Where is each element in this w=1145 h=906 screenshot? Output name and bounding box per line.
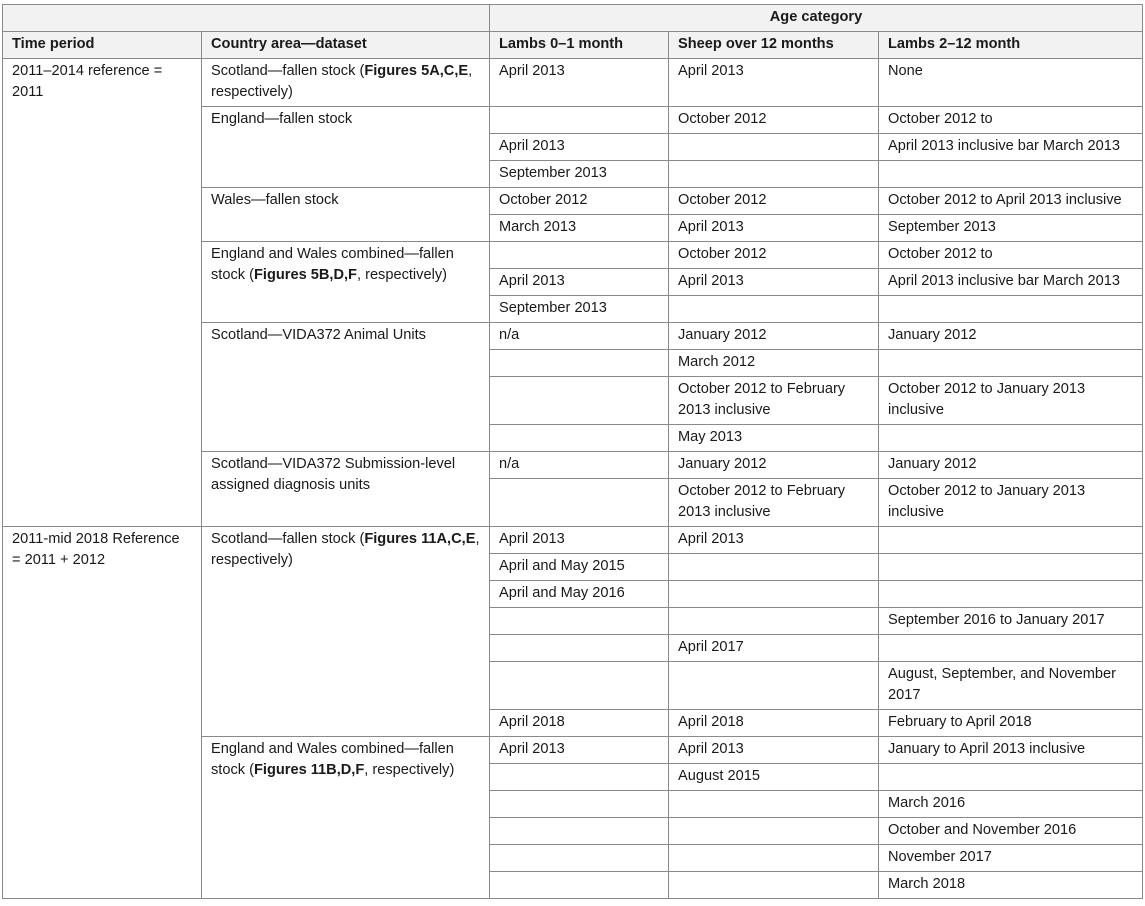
sheep-over-12-cell [669,134,879,161]
age-category-header: Age category [490,5,1143,32]
sheep-over-12-cell [669,872,879,899]
group-header-row [3,5,1143,32]
sheep-over-12-cell [669,296,879,323]
lambs-2-12-cell: March 2016 [879,791,1143,818]
lambs-0-1-cell: n/a [490,323,669,350]
table-row [3,59,1143,107]
lambs-0-1-cell: April 2013 [490,134,669,161]
country-area-name: Wales—fallen stock [211,192,339,208]
figure-reference: Figures 11B,D,F [253,762,365,778]
lambs-2-12-cell: September 2016 to January 2017 [879,608,1143,635]
lambs-2-12-cell: September 2013 [879,215,1143,242]
lambs-2-12-cell: August, September, and November 2017 [879,662,1143,710]
lambs-0-1-cell: n/a [490,452,669,479]
country-area-cell: England and Wales combined—fallen stock (Figures 11B,D,F, respectively) [202,737,490,899]
lambs-2-12-cell: October and November 2016 [879,818,1143,845]
lambs-2-12-cell [879,764,1143,791]
lambs-2-12-cell: January to April 2013 inclusive [879,737,1143,764]
lambs-0-1-cell [490,764,669,791]
sheep-over-12-cell [669,818,879,845]
figure-reference-suffix: , respectively) [211,63,473,100]
figure-reference: Figures 5B,D,F [253,267,357,283]
sheep-over-12-cell: October 2012 to February 2013 inclusive [669,479,879,527]
sheep-over-12-cell: October 2012 to February 2013 inclusive [669,377,879,425]
sheep-over-12-cell: October 2012 [669,188,879,215]
lambs-0-1-cell: April 2013 [490,527,669,554]
country-area-cell [202,323,490,452]
sheep-over-12-cell [669,581,879,608]
lambs-0-1-cell: April 2013 [490,737,669,764]
lambs-2-12-cell: April 2013 inclusive bar March 2013 [879,269,1143,296]
lambs-0-1-cell: April 2013 [490,269,669,296]
lambs-2-12-cell: November 2017 [879,845,1143,872]
lambs-0-1-cell: March 2013 [490,215,669,242]
lambs-0-1-cell: April and May 2016 [490,581,669,608]
figure-reference: Figures 11A,C,E [364,531,476,547]
lambs-2-12-cell: October 2012 to [879,242,1143,269]
lambs-0-1-cell: April and May 2015 [490,554,669,581]
sheep-over-12-cell: January 2012 [669,323,879,350]
figure-reference-suffix: , respectively) [211,531,480,568]
country-area-cell [202,188,490,242]
country-area-cell: Scotland—fallen stock (Figures 11A,C,E, respectively) [202,527,490,737]
sheep-over-12-cell: May 2013 [669,425,879,452]
figure-reference-suffix: , respectively) [364,762,455,778]
country-area-cell: Scotland—fallen stock (Figures 5A,C,E, respectively) [202,59,490,107]
lambs-2-12-cell: October 2012 to January 2013 inclusive [879,377,1143,425]
sheep-over-12-cell: August 2015 [669,764,879,791]
lambs-2-12-cell [879,635,1143,662]
country-area-name: Scotland—VIDA372 Animal Units [211,327,426,343]
lambs-0-1-cell: April 2018 [490,710,669,737]
lambs-0-1-cell [490,377,669,425]
sheep-over-12-cell: April 2013 [669,215,879,242]
figure-reference: Figures 5A,C,E [364,63,469,79]
lambs-0-1-cell [490,350,669,377]
lambs-0-1-cell [490,635,669,662]
country-area-name: England—fallen stock [211,111,353,127]
country-area-name: England and Wales combined—fallen stock [211,246,454,283]
country-area-cell [202,107,490,188]
sheep-over-12-cell: October 2012 [669,107,879,134]
lambs-0-1-cell: September 2013 [490,161,669,188]
lambs-0-1-cell [490,608,669,635]
sheep-over-12-cell: April 2013 [669,269,879,296]
sheep-over-12-cell [669,608,879,635]
sheep-over-12-cell: April 2013 [669,527,879,554]
sheep-over-12-cell: October 2012 [669,242,879,269]
lambs-2-12-cell [879,425,1143,452]
lambs-2-12-cell: January 2012 [879,452,1143,479]
time-period-cell: 2011-mid 2018 Reference = 2011 + 2012 [3,527,202,899]
sheep-over-12-cell: March 2012 [669,350,879,377]
sheep-over-12-cell [669,791,879,818]
col-header-lambs-2-12: Lambs 2–12 month [879,32,1143,59]
lambs-2-12-cell: February to April 2018 [879,710,1143,737]
lambs-0-1-cell: October 2012 [490,188,669,215]
country-area-name: Scotland—fallen stock [211,63,356,79]
country-area-name: Scotland—VIDA372 Submission-level assigned diagnosis units [211,456,456,493]
lambs-2-12-cell [879,350,1143,377]
lambs-0-1-cell [490,242,669,269]
lambs-0-1-cell [490,479,669,527]
lambs-2-12-cell [879,581,1143,608]
lambs-2-12-cell [879,554,1143,581]
country-area-cell [202,452,490,527]
sheep-over-12-cell: April 2017 [669,635,879,662]
lambs-0-1-cell: September 2013 [490,296,669,323]
lambs-2-12-cell: None [879,59,1143,107]
lambs-0-1-cell [490,107,669,134]
col-header-country-area: Country area—dataset [202,32,490,59]
lambs-2-12-cell: January 2012 [879,323,1143,350]
age-category-table [2,4,1143,899]
figure-reference-suffix: , respectively) [356,267,447,283]
lambs-0-1-cell [490,662,669,710]
sheep-over-12-cell [669,662,879,710]
lambs-2-12-cell: October 2012 to January 2013 inclusive [879,479,1143,527]
lambs-0-1-cell [490,845,669,872]
lambs-2-12-cell [879,296,1143,323]
sheep-over-12-cell [669,161,879,188]
country-area-name: England and Wales combined—fallen stock [211,741,454,778]
country-area-name: Scotland—fallen stock [211,531,356,547]
lambs-2-12-cell: October 2012 to April 2013 inclusive [879,188,1143,215]
lambs-2-12-cell: April 2013 inclusive bar March 2013 [879,134,1143,161]
table-row [3,527,1143,554]
col-header-lambs-0-1: Lambs 0–1 month [490,32,669,59]
lambs-0-1-cell [490,818,669,845]
sheep-over-12-cell: April 2013 [669,737,879,764]
lambs-0-1-cell [490,791,669,818]
time-period-cell: 2011–2014 reference = 2011 [3,59,202,527]
lambs-2-12-cell [879,527,1143,554]
lambs-0-1-cell [490,425,669,452]
sheep-over-12-cell: April 2013 [669,59,879,107]
header-spacer [3,5,490,32]
col-header-time-period: Time period [3,32,202,59]
sheep-over-12-cell [669,554,879,581]
sheep-over-12-cell: January 2012 [669,452,879,479]
country-area-cell: England and Wales combined—fallen stock (Figures 5B,D,F, respectively) [202,242,490,323]
column-header-row [3,32,1143,59]
lambs-2-12-cell [879,161,1143,188]
col-header-sheep-over-12: Sheep over 12 months [669,32,879,59]
sheep-over-12-cell [669,845,879,872]
lambs-2-12-cell: March 2018 [879,872,1143,899]
lambs-2-12-cell: October 2012 to [879,107,1143,134]
table-body [3,59,1143,899]
lambs-0-1-cell: April 2013 [490,59,669,107]
sheep-over-12-cell: April 2018 [669,710,879,737]
lambs-0-1-cell [490,872,669,899]
